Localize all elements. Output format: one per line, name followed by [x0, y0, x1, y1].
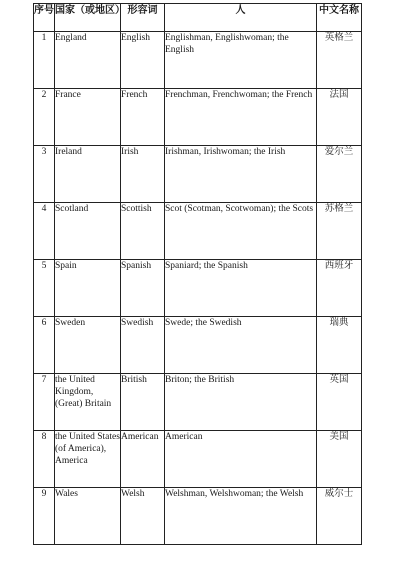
- row-country: Spain: [55, 260, 121, 317]
- row-adjective: French: [121, 89, 165, 146]
- row-adjective: Irish: [121, 146, 165, 203]
- row-adjective: British: [121, 374, 165, 431]
- table-row: [34, 260, 362, 317]
- row-chinese: 苏格兰: [317, 203, 362, 260]
- header-chinese: 中文名称: [317, 4, 362, 32]
- row-chinese: 爱尔兰: [317, 146, 362, 203]
- row-adjective: Welsh: [121, 488, 165, 545]
- row-country: England: [55, 32, 121, 89]
- row-country: France: [55, 89, 121, 146]
- table-header-row: [34, 4, 362, 32]
- header-num: 序号: [34, 4, 55, 32]
- row-chinese: 美国: [317, 431, 362, 488]
- row-adjective: English: [121, 32, 165, 89]
- row-adjective: Scottish: [121, 203, 165, 260]
- table-row: [34, 89, 362, 146]
- header-people: 人: [165, 4, 317, 32]
- row-country: Sweden: [55, 317, 121, 374]
- row-chinese: 英国: [317, 374, 362, 431]
- row-chinese: 西班牙: [317, 260, 362, 317]
- row-adjective: American: [121, 431, 165, 488]
- row-num: 3: [34, 146, 55, 203]
- row-adjective: Spanish: [121, 260, 165, 317]
- table-row: [34, 488, 362, 545]
- row-country: the United States (of America), America: [55, 431, 121, 488]
- row-adjective: Swedish: [121, 317, 165, 374]
- row-people: Scot (Scotman, Scotwoman); the Scots: [165, 203, 317, 260]
- table-row: [34, 374, 362, 431]
- row-country: Scotland: [55, 203, 121, 260]
- row-chinese: 法国: [317, 89, 362, 146]
- row-people: Englishman, Englishwoman; the English: [165, 32, 317, 89]
- row-people: Irishman, Irishwoman; the Irish: [165, 146, 317, 203]
- row-people: Briton; the British: [165, 374, 317, 431]
- row-num: 6: [34, 317, 55, 374]
- row-chinese: 瑞典: [317, 317, 362, 374]
- row-people: Welshman, Welshwoman; the Welsh: [165, 488, 317, 545]
- row-people: Swede; the Swedish: [165, 317, 317, 374]
- table-row: [34, 146, 362, 203]
- row-people: Frenchman, Frenchwoman; the French: [165, 89, 317, 146]
- row-num: 5: [34, 260, 55, 317]
- table-row: [34, 203, 362, 260]
- header-adjective: 形容词: [121, 4, 165, 32]
- row-num: 7: [34, 374, 55, 431]
- table-row: [34, 317, 362, 374]
- row-country: Ireland: [55, 146, 121, 203]
- row-country: the United Kingdom, (Great) Britain: [55, 374, 121, 431]
- row-chinese: 英格兰: [317, 32, 362, 89]
- table-row: [34, 431, 362, 488]
- row-num: 8: [34, 431, 55, 488]
- header-country: 国家（或地区）: [55, 4, 121, 32]
- row-people: Spaniard; the Spanish: [165, 260, 317, 317]
- row-country: Wales: [55, 488, 121, 545]
- row-num: 9: [34, 488, 55, 545]
- row-num: 4: [34, 203, 55, 260]
- nationality-table: [33, 3, 362, 545]
- row-chinese: 威尔士: [317, 488, 362, 545]
- row-num: 2: [34, 89, 55, 146]
- row-people: American: [165, 431, 317, 488]
- table-row: [34, 32, 362, 89]
- row-num: 1: [34, 32, 55, 89]
